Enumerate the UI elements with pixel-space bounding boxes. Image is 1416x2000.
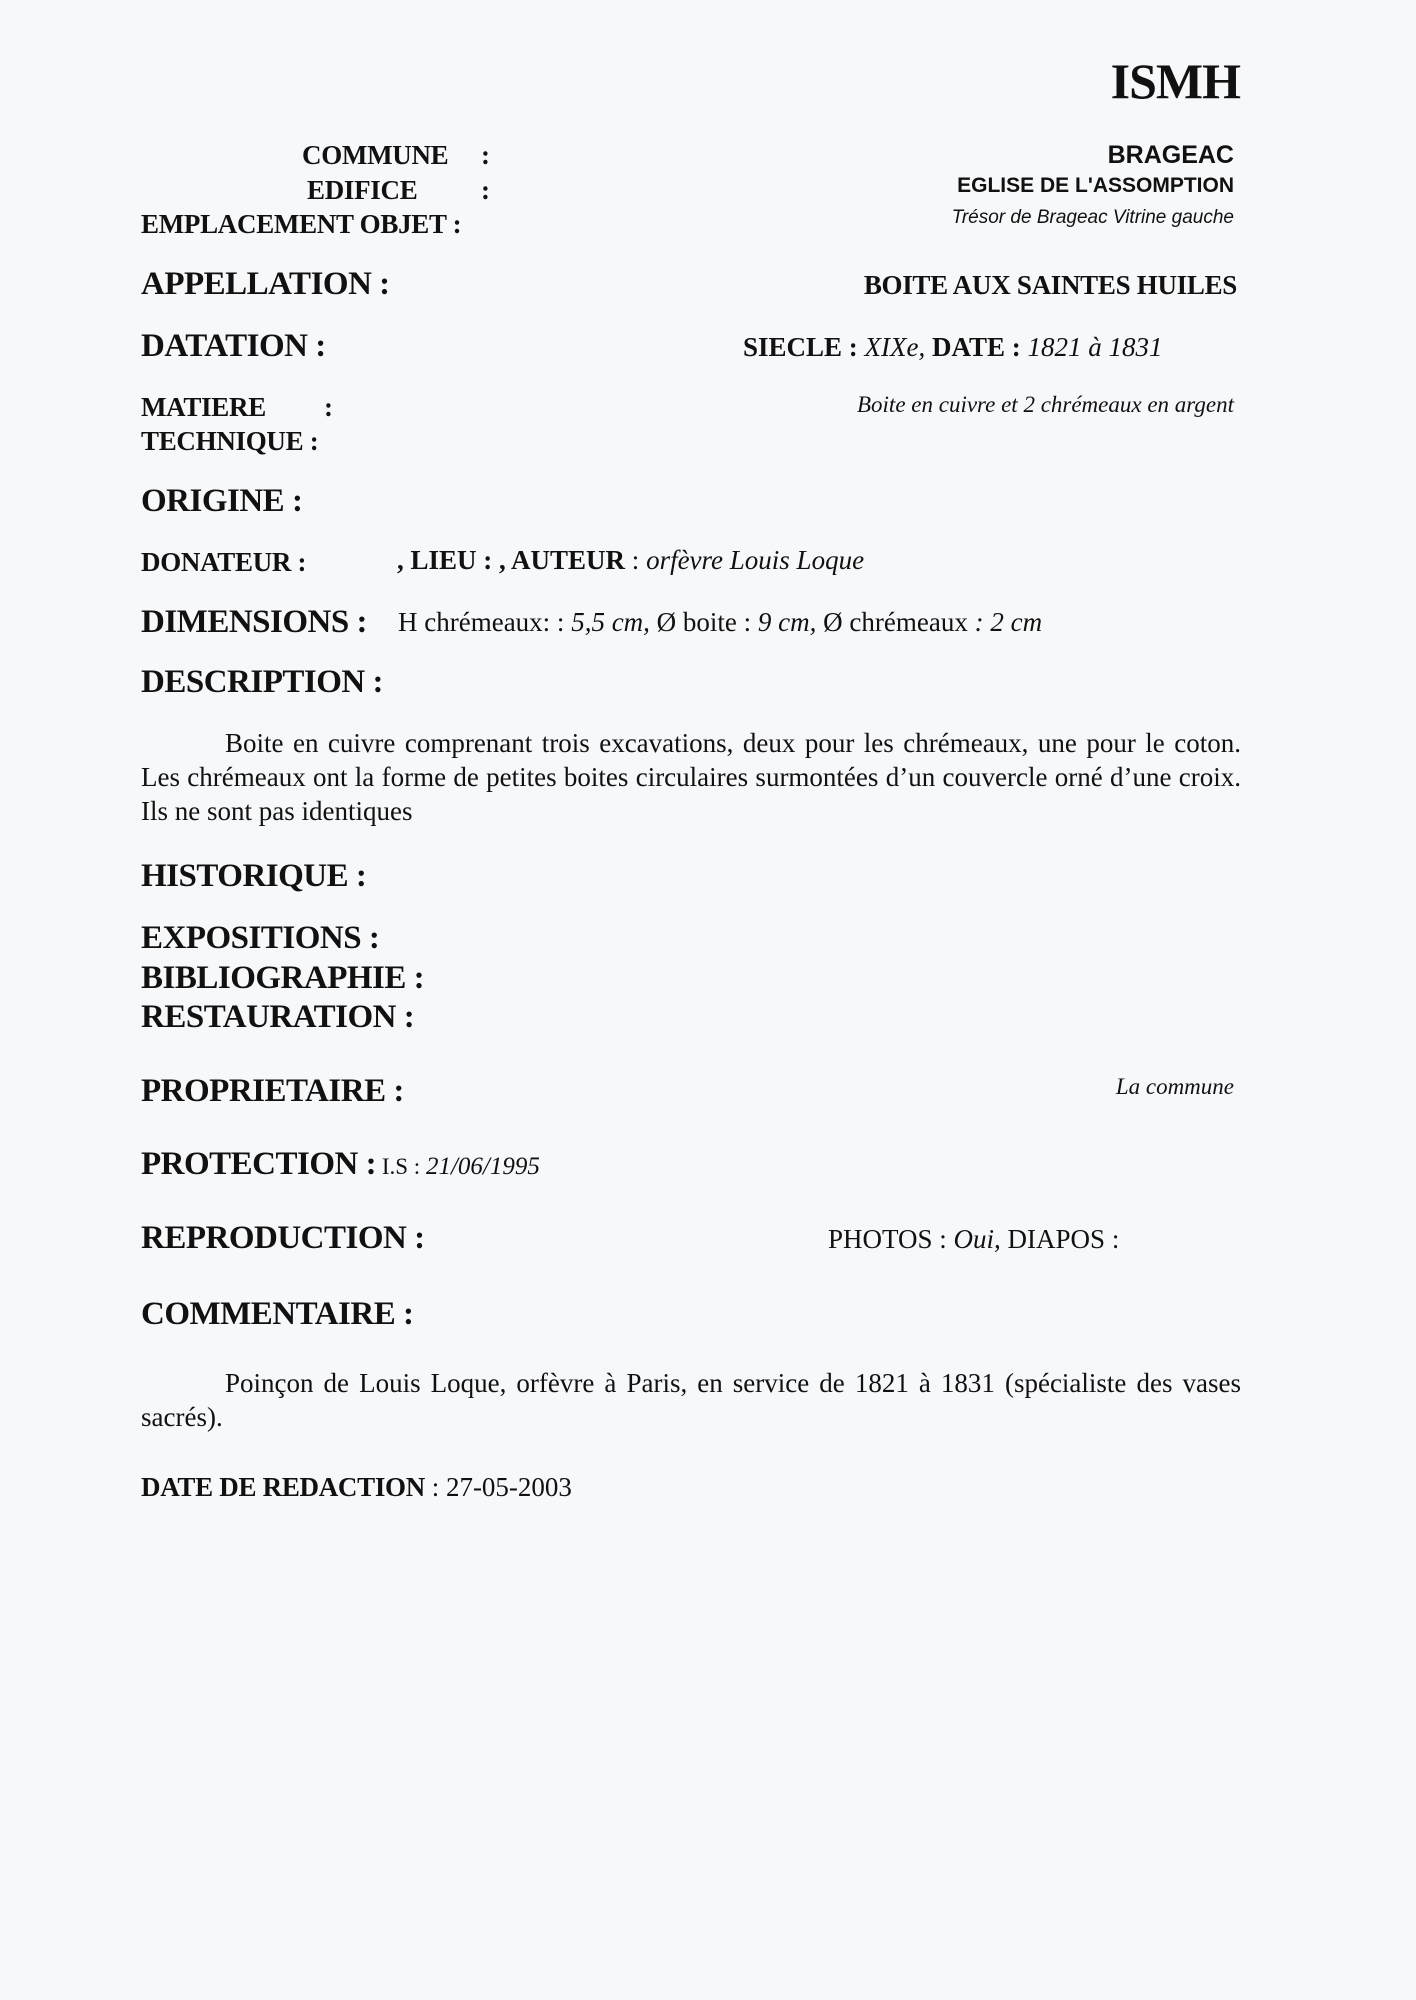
appellation-label: APPELLATION : [141,266,390,302]
redaction-label: DATE DE REDACTION [141,1472,425,1502]
reproduction-label: REPRODUCTION : [141,1220,425,1256]
siecle-value: XIXe, [864,332,926,362]
commentaire-label: COMMENTAIRE : [141,1296,414,1332]
commune-value: BRAGEAC [1107,141,1234,169]
matiere-value: Boite en cuivre et 2 chrémeaux en argent [856,392,1234,417]
edifice-colon: : [481,175,490,205]
donateur-label: DONATEUR : [141,547,307,577]
commune-colon: : [481,140,490,170]
protection-row: PROTECTION : I.S : 21/06/1995 [141,1146,540,1182]
origine-label: ORIGINE : [141,483,303,519]
description-text: Boite en cuivre comprenant trois excavations, deux pour les chrémeaux, une pour le coton. Les chrémeaux ont la forme de petites boites circulaires surmontées d’un couvercle orné d’une croix. Ils ne sont pas identiques [141,728,1241,826]
technique-label: TECHNIQUE : [141,426,319,456]
auteur-value: orfèvre Louis Loque [646,545,865,575]
proprietaire-value: La commune [1115,1074,1234,1099]
edifice-value: EGLISE DE L'ASSOMPTION [957,174,1234,197]
matiere-colon: : [324,392,333,422]
commentaire-text: Poinçon de Louis Loque, orfèvre à Paris, en service de 1821 à 1831 (spécialiste des vases sacrés). [141,1368,1241,1432]
edifice-label: EDIFICE [307,175,418,205]
reproduction-value: PHOTOS : Oui, DIAPOS : [828,1224,1120,1254]
commune-label: COMMUNE [302,140,449,170]
redaction-row [141,1472,572,1503]
appellation-value: BOITE AUX SAINTES HUILES [863,270,1237,300]
dimensions-value: H chrémeaux: : 5,5 cm, Ø boite : 9 cm, Ø chrémeaux : 2 cm [398,607,1043,637]
dimensions-label: DIMENSIONS : [141,604,367,640]
historique-label: HISTORIQUE : [141,858,367,894]
emplacement-label: EMPLACEMENT OBJET : [141,209,462,239]
matiere-label: MATIERE [141,392,266,422]
restauration-label: RESTAURATION : [141,999,415,1035]
emplacement-value: Trésor de Brageac Vitrine gauche [951,207,1234,228]
protection-date: 21/06/1995 [425,1153,540,1180]
bibliographie-label: BIBLIOGRAPHIE : [141,960,425,996]
description-label: DESCRIPTION : [141,664,383,700]
donateur-details: , LIEU : , AUTEUR : orfèvre Louis Loque [397,545,865,575]
protection-label: PROTECTION : [141,1146,377,1182]
date-value: 1821 à 1831 [1027,332,1163,362]
redaction-date: : 27-05-2003 [424,1472,572,1502]
expositions-label: EXPOSITIONS : [141,920,380,956]
document-code: ISMH [1110,53,1240,109]
proprietaire-label: PROPRIETAIRE : [141,1073,404,1109]
datation-value: SIECLE : XIXe, DATE : 1821 à 1831 [743,332,1163,362]
datation-label: DATATION : [141,328,326,364]
